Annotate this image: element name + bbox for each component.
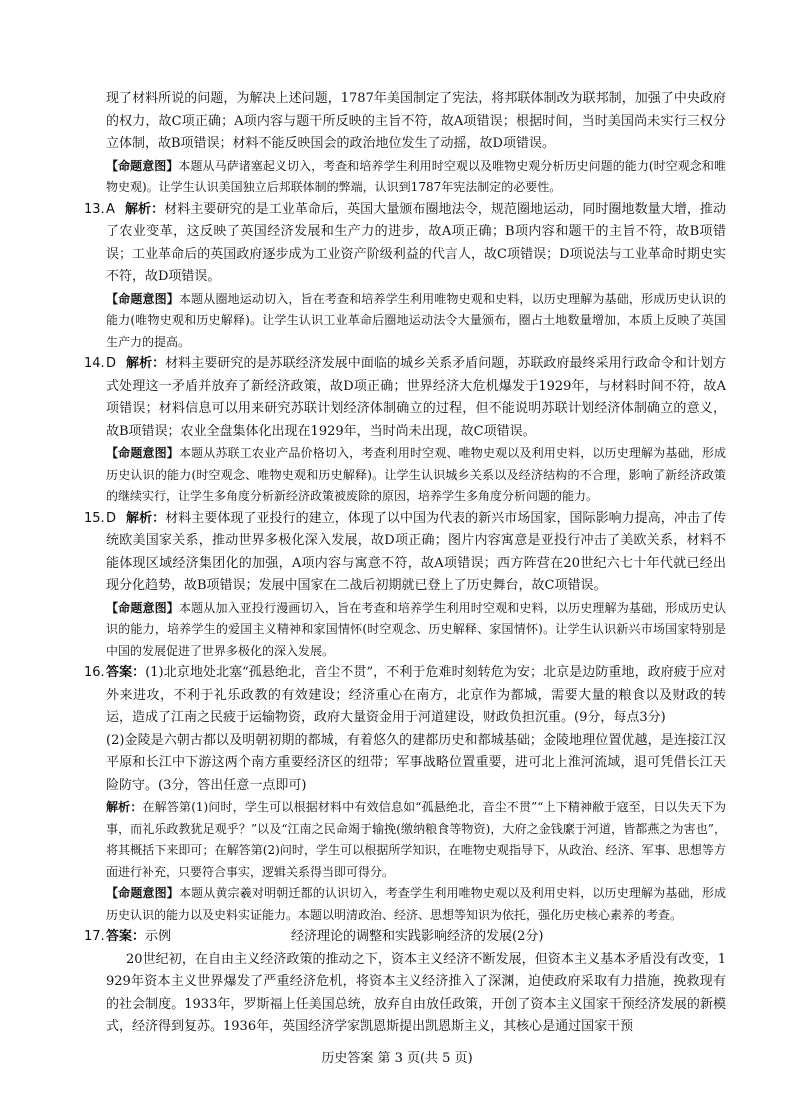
analysis-label: 解析： <box>126 356 166 371</box>
answer-letter: D <box>106 356 117 371</box>
analysis-label: 解析： <box>106 800 143 814</box>
answer-text: (1)北京地处北塞“孤悬绝北，音尘不贯”，不利于危难时刻转危为安；北京是边防重地，政府疲于应对外来进攻，不利于礼乐政教的有效建设；经济重心在南方，北京作为都城，需要大量的粮食以及财政的转运，造成了江南之民疲于运输物资，政府大量资金用于河道建设，财政负担沉重。(9分，每点3分) <box>106 665 726 725</box>
analysis-text: 材料主要研究的是苏联经济发展中面临的城乡关系矛盾问题，苏联政府最终采用行政命令和计划方式处理这一矛盾并放弃了新经济政策，故D项正确；世界经济大危机爆发于1929年，与材料时间不符，故A项错误；材料信息可以用来研究苏联计划经济体制确立的过程，但不能说明苏联计划经济体制确立的意义，故B项错误；农业全盘集体化出现在1929年，当时尚未出现，故C项错误。 <box>106 356 726 439</box>
question-number: 17. <box>84 929 105 944</box>
q12-analysis-text: 现了材料所说的问题，为解决上述问题，1787年美国制定了宪法，将邦联体制改为联邦制，加强了中央政府的权力，故C项正确；A项内容与题干所反映的主旨不符，故A项错误；根据时间，当时美国尚未实行三权分立体制，故B项错误；材料不能反映国会的政治地位发生了动摇，故D项错误。 <box>106 91 726 151</box>
analysis-text: 材料主要研究的是工业革命后，英国大量颁布圈地法令，规范圈地运动，同时圈地数量大增，推动了农业变革，这反映了英国经济发展和生产力的进步，故A项正确；B项内容和题干的主旨不符，故B项错误；工业革命后的英国政府逐步成为工业资产阶级利益的代言人，故C项错误；D项说法与工业革命时期史实不符，故D项错误。 <box>106 201 726 284</box>
q14-intent <box>106 443 726 508</box>
answer-label: 答案： <box>106 665 146 680</box>
q12-intent <box>84 156 726 199</box>
answer-letter: A <box>106 201 115 217</box>
answer-letter: D <box>106 510 117 526</box>
question-16 <box>84 662 726 926</box>
example-label: 示例 <box>145 929 172 944</box>
question-number: 14. <box>84 356 105 371</box>
analysis-label: 解析： <box>126 510 166 526</box>
intent-tag: 【命题意图】 <box>106 886 179 900</box>
q17-essay-paragraph: 20世纪初，在自由主义经济政策的推动之下，资本主义经济不断发展，但资本主义基本矛盾没有改变，1929年资本主义世界爆发了严重经济危机，将资本主义经济推入了深渊，迫使政府采取有力措施，挽救现有的社会制度。1933年，罗斯福上任美国总统，放弃自由放任政策，开创了资本主义国家干预经济发展的新模式，经济得到复苏。1936年，英国经济学家凯恩斯提出凯恩斯主义，其核心是通过国家干预 <box>106 951 726 1034</box>
analysis-text: 材料主要体现了亚投行的建立，体现了以中国为代表的新兴市场国家，国际影响力提高，冲击了传统欧美国家关系，推动世界多极化深入发展，故D项正确；图片内容寓意是亚投行冲击了美欧关系，材料不能体现区域经济集团化的加强，A项内容与寓意不符，故A项错误；西方阵营在20世纪六七十年代就已经出现分化趋势，故B项错误；发展中国家在二战后初期就已登上了历史舞台，故C项错误。 <box>106 510 726 593</box>
intent-tag: 【命题意图】 <box>106 291 179 306</box>
intent-tag: 【命题意图】 <box>106 600 179 615</box>
intent-text: 本题从圈地运动切入，旨在考查和培养学生利用唯物史观和史料，以历史理解为基础，形成历史认识的能力(唯物史观和历史解释)。让学生认识工业革命后圈地运动法令大量颁布，圈占土地数量增加，本质上反映了英国生产力的提高。 <box>106 291 726 349</box>
analysis-label: 解析： <box>124 201 165 217</box>
q14-analysis <box>106 353 726 443</box>
intent-text: 本题从马萨诸塞起义切入，考查和培养学生利用时空观以及唯物史观分析历史问题的能力(时空观念和唯物史观)。让学生认识美国独立后邦联体制的弊端，认识到1787年宪法制定的必要性。 <box>106 158 726 194</box>
analysis-text: 在解答第(1)问时，学生可以根据材料中有效信息如“孤悬绝北，音尘不贯”“上下精神敝于寇至，日以失天下为事，而礼乐政教犹足观乎？”以及“江南之民命竭于输挽(缴纳粮食等物资)，大府之金钱縻于河道，皆都燕之为害也”，将其概括下来即可；在解答第(2)问时，学生可以根据所学知识，在唯物史观指导下，从政治、经济、军事、思想等方面进行补充，只要符合事实，逻辑关系得当即可得分。 <box>106 800 726 879</box>
q16-intent <box>106 883 726 926</box>
intent-tag: 【命题意图】 <box>106 446 179 460</box>
essay-title: 经济理论的调整和实践影响经济的发展(2分) <box>291 929 544 944</box>
answer-label: 答案： <box>106 929 146 944</box>
question-number: 15. <box>84 510 105 526</box>
q16-analysis <box>106 797 726 883</box>
question-number: 13. <box>84 201 105 217</box>
intent-tag: 【命题意图】 <box>106 158 179 173</box>
intent-text: 本题从苏联工农业产品价格切入，考查利用时空观、唯物史观以及利用史料，以历史理解为基础，形成历史认识的能力(时空观念、唯物史观和历史解释)。让学生认识城乡关系以及经济结构的不合理，影响了新经济政策的继续实行，让学生多角度分析新经济政策被废除的原因，培养学生多角度分析问题的能力。 <box>106 446 726 503</box>
page-footer: 历史答案 第 3 页(共 5 页) <box>321 1051 473 1066</box>
question-13 <box>84 199 726 354</box>
question-14 <box>84 353 726 508</box>
question-17 <box>84 926 726 1039</box>
q13-analysis <box>106 199 726 289</box>
q12-continuation <box>84 88 726 199</box>
q15-analysis <box>106 508 726 598</box>
q17-answer-header <box>106 926 726 949</box>
intent-text: 本题从黄宗羲对明朝迁都的认识切入，考查学生利用唯物史观以及利用史料，以历史理解为基础，形成历史认识的能力以及史料实证能力。本题以明清政治、经济、思想等知识为依托，强化历史核心素养的考查。 <box>106 886 726 922</box>
q16-answer-part2: (2)金陵是六朝古都以及明朝初期的都城，有着悠久的建都历史和都城基础；金陵地理位置优越，是连接江汉平原和长江中下游这两个南方重要经济区的纽带；军事战略位置重要，进可北上淮河流域，退可凭借长江天险防守。(3分，答出任意一点即可) <box>106 732 726 793</box>
q15-intent <box>106 598 726 663</box>
question-number: 16. <box>84 665 105 680</box>
intent-text: 本题从加入亚投行漫画切入，旨在考查和培养学生利用时空观和史料，以历史理解为基础，形成历史认识的能力，培养学生的爱国主义精神和家国情怀(时空观念、历史解释、家国情怀)。让学生认识新兴市场国家特别是中国的发展促进了世界多极化的深入发展。 <box>106 600 726 658</box>
q13-intent <box>106 289 726 354</box>
question-15 <box>84 508 726 663</box>
q16-answer-part1 <box>106 662 726 730</box>
answer-page <box>84 88 726 1039</box>
